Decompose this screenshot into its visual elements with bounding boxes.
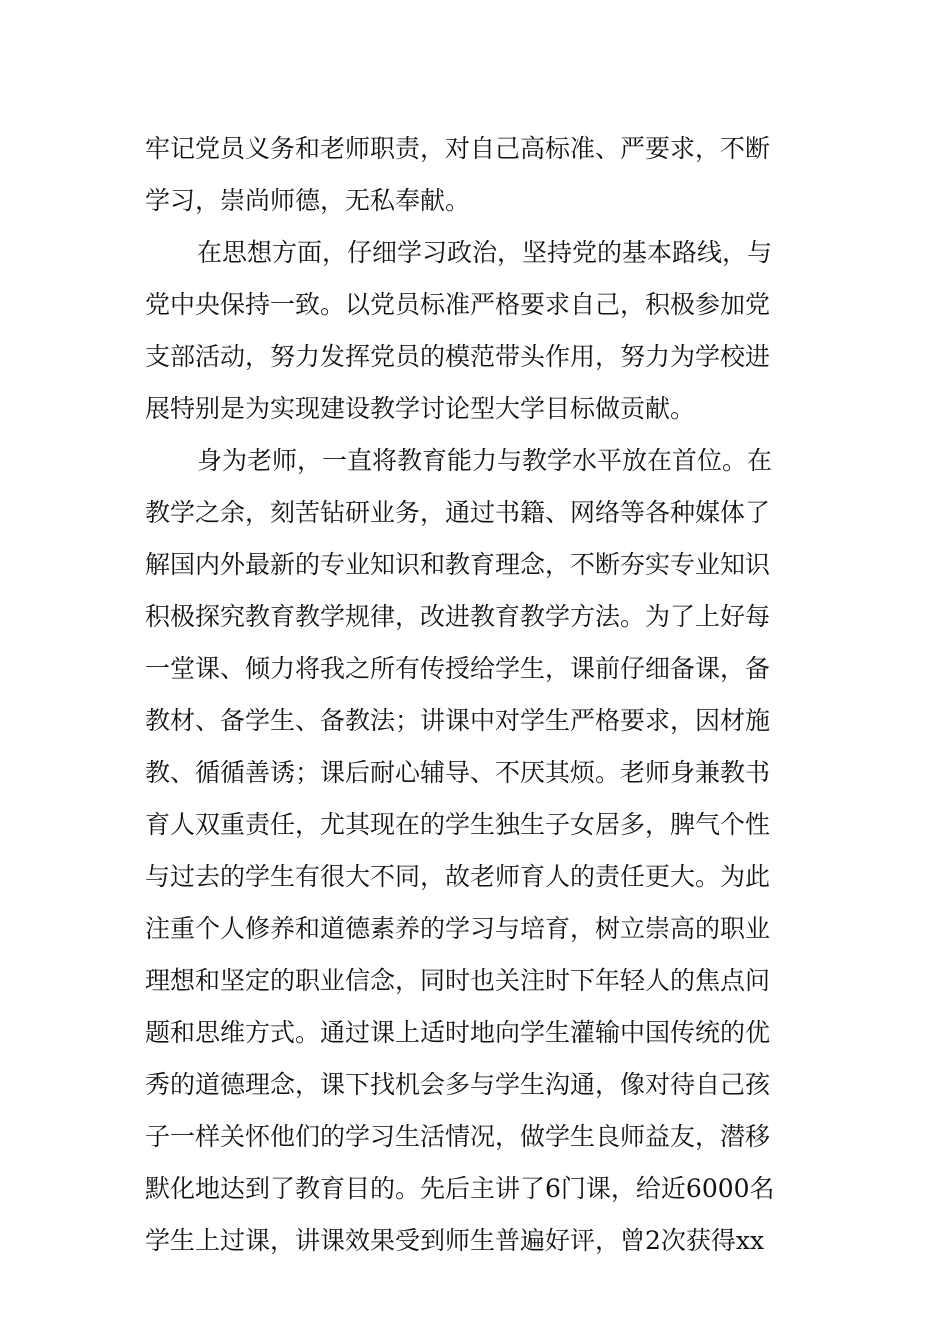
text-line: 解国内外最新的专业知识和教育理念，不断夯实专业知识 [145, 550, 771, 579]
text-line: 支部活动，努力发挥党员的模范带头作用，努力为学校进 [145, 342, 771, 371]
document-body [145, 123, 815, 1267]
text-line: 注重个人修养和道德素养的学习与培育，树立崇高的职业 [145, 914, 771, 943]
text-line: 育人双重责任，尤其现在的学生独生子女居多，脾气个性 [145, 810, 771, 839]
text-line: 与过去的学生有很大不同，故老师育人的责任更大。为此 [145, 862, 771, 891]
text-line: 牢记党员义务和老师职责，对自己高标准、严要求，不断 [145, 134, 771, 163]
text-line: 身为老师，一直将教育能力与教学水平放在首位。在 [197, 446, 773, 475]
text-line: 教学之余，刻苦钻研业务，通过书籍、网络等各种媒体了 [145, 498, 771, 527]
text-line: 教、循循善诱；课后耐心辅导、不厌其烦。老师身兼教书 [145, 758, 771, 787]
text-line: 学生上过课，讲课效果受到师生普遍好评，曾2次获得xx [145, 1226, 765, 1255]
text-line: 学习，崇尚师德，无私奉献。 [145, 186, 471, 215]
text-line: 教材、备学生、备教法；讲课中对学生严格要求，因材施 [145, 706, 771, 735]
text-line: 展特别是为实现建设教学讨论型大学目标做贡献。 [145, 394, 696, 423]
text-line: 子一样关怀他们的学习生活情况，做学生良师益友，潜移 [145, 1122, 771, 1151]
text-line: 一堂课、倾力将我之所有传授给学生，课前仔细备课，备 [145, 654, 771, 683]
text-line: 党中央保持一致。以党员标准严格要求自己，积极参加党 [145, 290, 771, 319]
text-line: 理想和坚定的职业信念，同时也关注时下年轻人的焦点问 [145, 966, 771, 995]
text-line: 在思想方面，仔细学习政治，坚持党的基本路线，与 [197, 238, 773, 267]
text-line: 积极探究教育教学规律，改进教育教学方法。为了上好每 [145, 602, 771, 631]
text-line: 题和思维方式。通过课上适时地向学生灌输中国传统的优 [145, 1018, 771, 1047]
text-line: 默化地达到了教育目的。先后主讲了6门课，给近6000名 [145, 1174, 775, 1203]
text-line: 秀的道德理念，课下找机会多与学生沟通，像对待自己孩 [145, 1070, 771, 1099]
